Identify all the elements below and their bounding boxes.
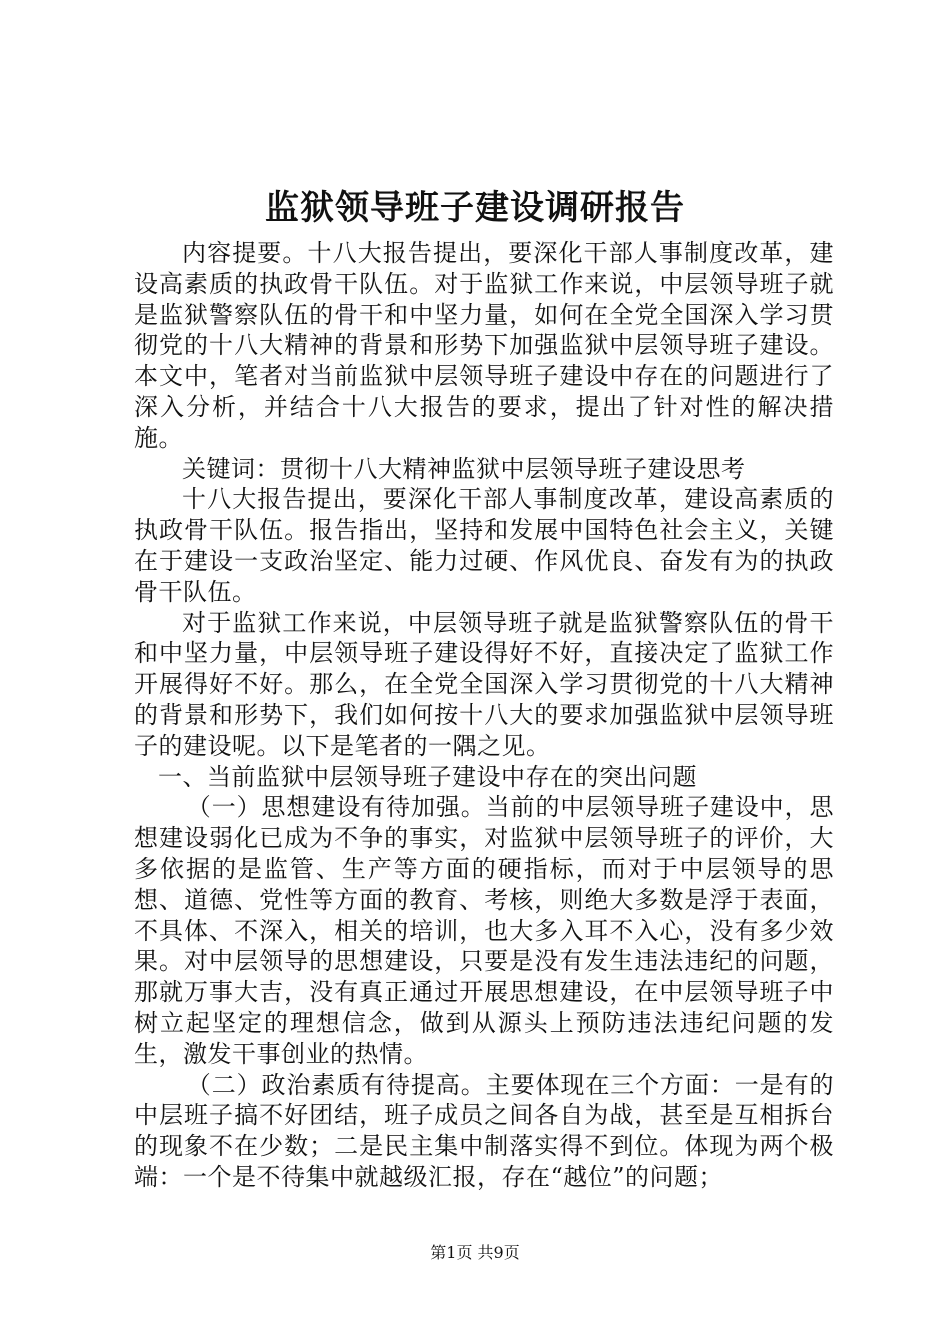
keywords-paragraph: 关键词：贯彻十八大精神监狱中层领导班子建设思考 <box>182 454 746 483</box>
document-title: 监狱领导班子建设调研报告 <box>265 188 685 228</box>
section-heading: 一、当前监狱中层领导班子建设中存在的突出问题 <box>158 762 697 791</box>
intro-paragraph: 十八大报告提出，要深化干部人事制度改革，建设高素质的执政骨干队伍。报告指出，坚持和发展中国特色社会主义，关键在于建设一支政治坚定、能力过硬、作风优良、奋发有为的执政骨干队伍。 <box>134 485 834 606</box>
page-footer: 第1页 共9页 <box>430 1243 520 1262</box>
subsection-thought-paragraph: （一）思想建设有待加强。当前的中层领导班子建设中，思想建设弱化已成为不争的事实，对监狱中层领导班子的评价，大多依据的是监管、生产等方面的硬指标，而对于中层领导的思想、道德、党性等方面的教育、考核，则绝大多数是浮于表面，不具体、不深入，相关的培训，也大多入耳不入心，没有多少效果。对中层领导的思想建设，只要是没有发生违法违纪的问题，那就万事大吉，没有真正通过开展思想建设，在中层领导班子中树立起坚定的理想信念，做到从源头上预防违法违纪问题的发生，激发干事创业的热情。 <box>134 793 834 1068</box>
abstract-paragraph: 内容提要。十八大报告提出，要深化干部人事制度改革，建设高素质的执政骨干队伍。对于监狱工作来说，中层领导班子就是监狱警察队伍的骨干和中坚力量，如何在全党全国深入学习贯彻党的十八大精神的背景和形势下加强监狱中层领导班子建设。本文中，笔者对当前监狱中层领导班子建设中存在的问题进行了深入分析，并结合十八大报告的要求，提出了针对性的解决措施。 <box>134 239 834 452</box>
context-paragraph: 对于监狱工作来说，中层领导班子就是监狱警察队伍的骨干和中坚力量，中层领导班子建设得好不好，直接决定了监狱工作开展得好不好。那么，在全党全国深入学习贯彻党的十八大精神的背景和形势下，我们如何按十八大的要求加强监狱中层领导班子的建设呢。以下是笔者的一隅之见。 <box>134 608 834 760</box>
document-body <box>134 238 834 1193</box>
subsection-politics-paragraph: （二）政治素质有待提高。主要体现在三个方面：一是有的中层班子搞不好团结，班子成员之间各自为战，甚至是互相拆台的现象不在少数；二是民主集中制落实得不到位。体现为两个极端：一个是不待集中就越级汇报，存在“越位”的问题； <box>134 1070 834 1191</box>
